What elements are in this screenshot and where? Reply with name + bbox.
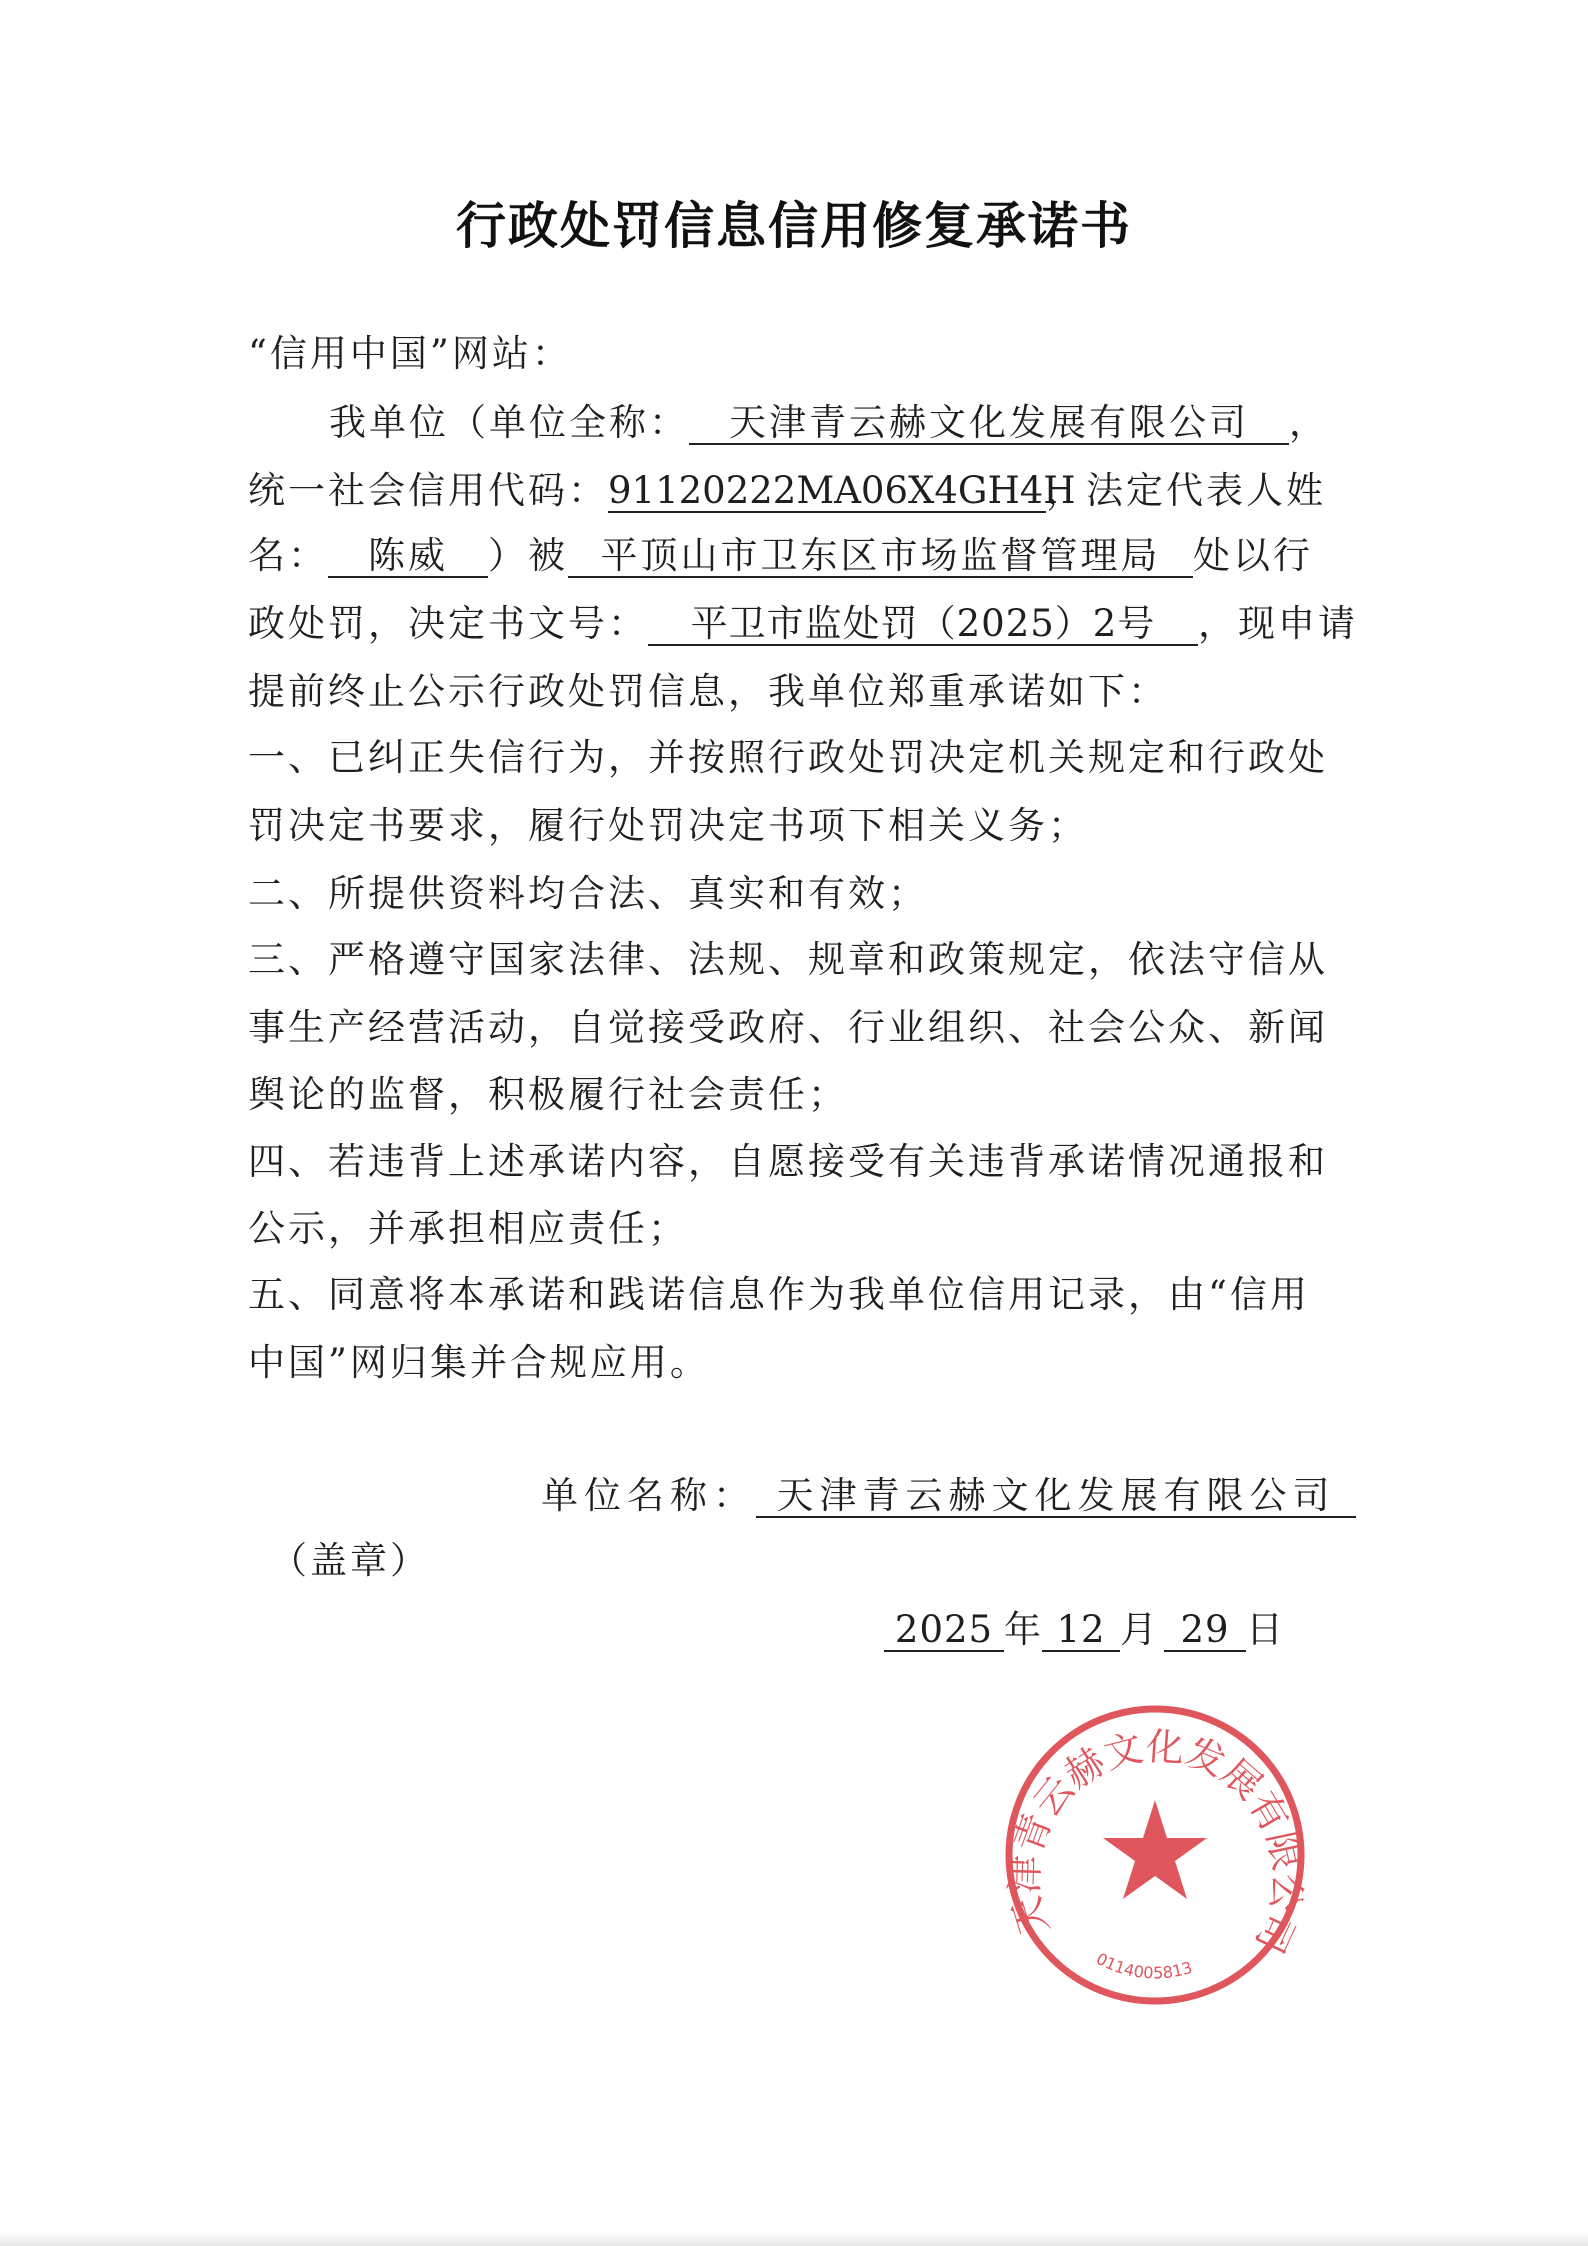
credit-code-field: 91120222MA06X4GH4H — [608, 469, 1076, 512]
star-icon — [1103, 1800, 1207, 1899]
day-field: 29 — [1164, 1610, 1246, 1652]
item-line: 舆论的监督，积极履行社会责任； — [248, 1073, 848, 1116]
text: 年 — [1004, 1608, 1042, 1651]
item-line: 四、若违背上述承诺内容，自愿接受有关违背承诺情况通报和 — [248, 1140, 1328, 1183]
signature-line — [541, 1473, 1356, 1519]
para1-line2 — [248, 468, 1326, 514]
item-line: 公示，并承担相应责任； — [248, 1207, 688, 1250]
doc-number-field: 平卫市监处罚（2025）2号 — [648, 604, 1198, 646]
company-seal — [1000, 1700, 1310, 2010]
para1-line4 — [248, 601, 1358, 647]
text: ，法定代表人姓 — [1046, 469, 1326, 512]
text: 我单位（单位全称： — [329, 401, 689, 444]
text: 政处罚，决定书文号： — [248, 602, 648, 645]
document-title: 行政处罚信息信用修复承诺书 — [456, 196, 1132, 255]
signature-company-field: 天津青云赫文化发展有限公司 — [756, 1476, 1356, 1518]
para1-line5: 提前终止公示行政处罚信息，我单位郑重承诺如下： — [248, 670, 1168, 713]
text: ，现申请 — [1198, 602, 1358, 645]
item-line: 中国”网归集并合规应用。 — [248, 1341, 710, 1384]
text: ）被 — [488, 534, 568, 577]
seal-note: （盖章） — [270, 1539, 430, 1582]
para1-line1 — [329, 400, 1329, 446]
text: 统一社会信用代码： — [248, 469, 608, 512]
seal-ring — [1009, 1709, 1301, 2001]
month-field: 12 — [1042, 1610, 1120, 1652]
item-line: 罚决定书要求，履行处罚决定书项下相关义务； — [248, 804, 1088, 847]
item-line: 三、严格遵守国家法律、法规、规章和政策规定，依法守信从 — [248, 938, 1328, 981]
authority-field: 平顶山市卫东区市场监督管理局 — [568, 536, 1193, 578]
para1-line3 — [248, 533, 1313, 579]
item-line: 二、所提供资料均合法、真实和有效； — [248, 872, 928, 915]
seal-number: 0114005813 — [1093, 1948, 1195, 1983]
text: 处以行 — [1193, 534, 1313, 577]
scan-edge — [0, 2232, 1588, 2246]
legal-rep-field: 陈威 — [328, 536, 488, 578]
item-line: 事生产经营活动，自觉接受政府、行业组织、社会公众、新闻 — [248, 1006, 1328, 1049]
text: 日 — [1246, 1608, 1284, 1651]
item-line: 五、同意将本承诺和践诺信息作为我单位信用记录，由“信用 — [248, 1273, 1310, 1316]
salutation: “信用中国”网站： — [248, 332, 572, 375]
text: 名： — [248, 534, 328, 577]
seal-text: 天津青云赫文化发展有限公司 — [1002, 1724, 1310, 1960]
text: 月 — [1120, 1608, 1158, 1651]
year-field: 2025 — [884, 1610, 1004, 1652]
text: 单位名称： — [541, 1474, 756, 1517]
date-line — [884, 1607, 1284, 1653]
company-name-field: 天津青云赫文化发展有限公司 — [689, 403, 1289, 445]
text: ， — [1289, 401, 1329, 444]
item-line: 一、已纠正失信行为，并按照行政处罚决定机关规定和行政处 — [248, 736, 1328, 779]
